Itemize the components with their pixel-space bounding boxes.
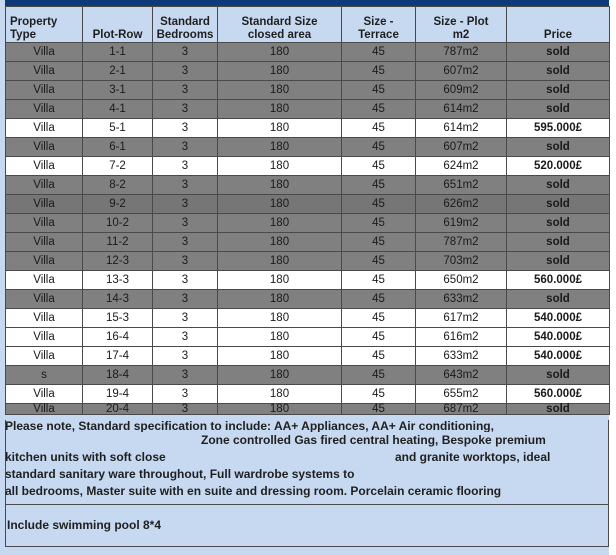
cell-price: sold <box>507 290 610 309</box>
table-row <box>6 62 610 81</box>
table-row <box>6 233 610 252</box>
cell-price: sold <box>507 176 610 195</box>
cell-closed-area: 180 <box>218 176 342 195</box>
cell-closed-area: 180 <box>218 43 342 62</box>
cell-closed-area: 180 <box>218 290 342 309</box>
cell-bedrooms: 3 <box>153 309 218 328</box>
cell-plot-row: 5-1 <box>83 119 153 138</box>
cell-plot-row: 10-2 <box>83 214 153 233</box>
cell-property-type: Villa <box>6 214 83 233</box>
cell-terrace: 45 <box>342 328 416 347</box>
cell-plot-size: 614m2 <box>416 119 507 138</box>
table-row <box>6 100 610 119</box>
cell-price: 520.000£ <box>507 157 610 176</box>
cell-closed-area: 180 <box>218 214 342 233</box>
cell-bedrooms: 3 <box>153 347 218 366</box>
cell-property-type: Villa <box>6 252 83 271</box>
col-header-plot-size <box>416 7 507 43</box>
cell-plot-size: 619m2 <box>416 214 507 233</box>
cell-property-type: Villa <box>6 43 83 62</box>
cell-plot-size: 614m2 <box>416 100 507 119</box>
cell-plot-row: 19-4 <box>83 385 153 404</box>
cell-terrace: 45 <box>342 62 416 81</box>
cell-property-type: Villa <box>6 385 83 404</box>
cell-bedrooms: 3 <box>153 366 218 385</box>
cell-plot-row: 16-4 <box>83 328 153 347</box>
cell-plot-size: 655m2 <box>416 385 507 404</box>
cell-closed-area: 180 <box>218 328 342 347</box>
cell-closed-area: 180 <box>218 81 342 100</box>
cell-terrace: 45 <box>342 138 416 157</box>
cell-bedrooms: 3 <box>153 195 218 214</box>
table-row <box>6 157 610 176</box>
cell-closed-area: 180 <box>218 62 342 81</box>
cell-bedrooms: 3 <box>153 176 218 195</box>
cell-bedrooms: 3 <box>153 404 218 415</box>
header-label: Price <box>543 29 573 41</box>
cell-price: sold <box>507 195 610 214</box>
table-row <box>6 271 610 290</box>
cell-property-type: s <box>6 366 83 385</box>
cell-price: sold <box>507 43 610 62</box>
cell-plot-size: 787m2 <box>416 233 507 252</box>
cell-price: sold <box>507 252 610 271</box>
cell-terrace: 45 <box>342 100 416 119</box>
col-header-property-type <box>6 7 83 43</box>
cell-plot-row: 14-3 <box>83 290 153 309</box>
cell-closed-area: 180 <box>218 138 342 157</box>
cell-plot-size: 607m2 <box>416 138 507 157</box>
cell-property-type: Villa <box>6 176 83 195</box>
cell-price: sold <box>507 62 610 81</box>
cell-bedrooms: 3 <box>153 157 218 176</box>
table-row <box>6 385 610 404</box>
cell-property-type: Villa <box>6 62 83 81</box>
cell-closed-area: 180 <box>218 157 342 176</box>
cell-property-type: Villa <box>6 271 83 290</box>
cell-price: 595.000£ <box>507 119 610 138</box>
cell-plot-row: 1-1 <box>83 43 153 62</box>
cell-property-type: Villa <box>6 290 83 309</box>
cell-bedrooms: 3 <box>153 119 218 138</box>
cell-bedrooms: 3 <box>153 290 218 309</box>
cell-plot-row: 17-4 <box>83 347 153 366</box>
cell-closed-area: 180 <box>218 366 342 385</box>
table-row <box>6 43 610 62</box>
cell-plot-row: 7-2 <box>83 157 153 176</box>
cell-closed-area: 180 <box>218 385 342 404</box>
cell-plot-size: 609m2 <box>416 81 507 100</box>
table-row <box>6 328 610 347</box>
cell-terrace: 45 <box>342 252 416 271</box>
cell-closed-area: 180 <box>218 100 342 119</box>
cell-price: sold <box>507 138 610 157</box>
cell-closed-area: 180 <box>218 271 342 290</box>
cell-terrace: 45 <box>342 119 416 138</box>
header-label: Size - Plot m2 <box>433 16 489 41</box>
cell-terrace: 45 <box>342 271 416 290</box>
col-header-price <box>507 7 610 43</box>
note-line: standard sanitary ware throughout, Full wardrobe systems to <box>5 467 355 481</box>
cell-plot-row: 2-1 <box>83 62 153 81</box>
cell-plot-row: 4-1 <box>83 100 153 119</box>
cell-price: sold <box>507 100 610 119</box>
cell-plot-row: 3-1 <box>83 81 153 100</box>
cell-plot-size: 626m2 <box>416 195 507 214</box>
cell-property-type: Villa <box>6 100 83 119</box>
note-line: Please note, Standard specification to include: AA+ Appliances, AA+ Air conditioning, <box>5 420 494 432</box>
cell-plot-row: 6-1 <box>83 138 153 157</box>
table-row <box>6 366 610 385</box>
cell-plot-row: 8-2 <box>83 176 153 195</box>
cell-closed-area: 180 <box>218 233 342 252</box>
cell-plot-row: 12-3 <box>83 252 153 271</box>
cell-bedrooms: 3 <box>153 100 218 119</box>
cell-terrace: 45 <box>342 43 416 62</box>
cell-terrace: 45 <box>342 366 416 385</box>
cell-closed-area: 180 <box>218 309 342 328</box>
header-label: Standard Bedrooms <box>156 16 214 41</box>
cell-price: 540.000£ <box>507 328 610 347</box>
cell-terrace: 45 <box>342 81 416 100</box>
notes-border-right <box>608 420 609 547</box>
cell-terrace: 45 <box>342 195 416 214</box>
cell-plot-row: 15-3 <box>83 309 153 328</box>
table-row <box>6 138 610 157</box>
cell-price: 540.000£ <box>507 309 610 328</box>
note-line-split <box>5 449 606 466</box>
col-header-plot-row <box>83 7 153 43</box>
note-line: all bedrooms, Master suite with en suite and dressing room. Porcelain ceramic flooring <box>5 484 502 498</box>
cell-price: sold <box>507 366 610 385</box>
note-line-left: kitchen units with soft close <box>5 450 166 464</box>
cell-bedrooms: 3 <box>153 62 218 81</box>
col-header-bedrooms <box>153 7 218 43</box>
cell-terrace: 45 <box>342 176 416 195</box>
notes-divider <box>5 504 609 505</box>
cell-property-type: Villa <box>6 195 83 214</box>
cell-closed-area: 180 <box>218 404 342 415</box>
cell-terrace: 45 <box>342 385 416 404</box>
table-row <box>6 347 610 366</box>
table-row <box>6 195 610 214</box>
cell-closed-area: 180 <box>218 347 342 366</box>
cell-property-type: Villa <box>6 138 83 157</box>
cell-property-type: Villa <box>6 119 83 138</box>
cell-price: sold <box>507 214 610 233</box>
cell-plot-size: 687m2 <box>416 404 507 415</box>
cell-terrace: 45 <box>342 309 416 328</box>
cell-terrace: 45 <box>342 404 416 415</box>
table-row <box>6 309 610 328</box>
cell-bedrooms: 3 <box>153 252 218 271</box>
header-label: Size - Terrace <box>358 16 399 41</box>
cell-price: sold <box>507 233 610 252</box>
cell-plot-size: 616m2 <box>416 328 507 347</box>
cell-bedrooms: 3 <box>153 271 218 290</box>
pool-note: Include swimming pool 8*4 <box>7 518 162 532</box>
cell-plot-size: 651m2 <box>416 176 507 195</box>
cell-price: 540.000£ <box>507 347 610 366</box>
table-row <box>6 252 610 271</box>
cell-plot-size: 643m2 <box>416 366 507 385</box>
note-line-right: and granite worktops, ideal <box>395 450 551 464</box>
table-header-row <box>6 7 610 43</box>
cell-price: sold <box>507 404 610 415</box>
cell-property-type: Villa <box>6 81 83 100</box>
cell-property-type: Villa <box>6 309 83 328</box>
table-row <box>6 176 610 195</box>
cell-plot-row: 9-2 <box>83 195 153 214</box>
cell-plot-row: 13-3 <box>83 271 153 290</box>
cell-bedrooms: 3 <box>153 385 218 404</box>
cell-closed-area: 180 <box>218 252 342 271</box>
header-label: Property Type <box>10 16 58 41</box>
cell-price: 560.000£ <box>507 271 610 290</box>
cell-plot-size: 633m2 <box>416 347 507 366</box>
cell-bedrooms: 3 <box>153 328 218 347</box>
property-price-table <box>5 6 610 415</box>
header-label: Plot-Row <box>92 29 143 41</box>
specification-notes <box>5 420 606 500</box>
notes-border-bottom <box>5 546 609 547</box>
cell-property-type: Villa <box>6 157 83 176</box>
header-label: Standard Size closed area <box>241 16 318 41</box>
cell-plot-size: 787m2 <box>416 43 507 62</box>
cell-terrace: 45 <box>342 214 416 233</box>
cell-property-type: Villa <box>6 233 83 252</box>
table-row <box>6 81 610 100</box>
table-row <box>6 119 610 138</box>
cell-bedrooms: 3 <box>153 81 218 100</box>
col-header-closed-area <box>218 7 342 43</box>
cell-property-type: Villa <box>6 404 83 415</box>
cell-closed-area: 180 <box>218 119 342 138</box>
cell-plot-size: 650m2 <box>416 271 507 290</box>
table-row <box>6 214 610 233</box>
note-line: Zone controlled Gas fired central heating, Bespoke premium <box>201 433 546 447</box>
cell-plot-row: 11-2 <box>83 233 153 252</box>
cell-terrace: 45 <box>342 233 416 252</box>
cell-plot-size: 703m2 <box>416 252 507 271</box>
cell-plot-size: 607m2 <box>416 62 507 81</box>
cell-plot-row: 18-4 <box>83 366 153 385</box>
cell-plot-size: 633m2 <box>416 290 507 309</box>
cell-terrace: 45 <box>342 157 416 176</box>
cell-bedrooms: 3 <box>153 43 218 62</box>
cell-plot-row: 20-4 <box>83 404 153 415</box>
cell-plot-size: 617m2 <box>416 309 507 328</box>
table-row <box>6 404 610 415</box>
cell-bedrooms: 3 <box>153 233 218 252</box>
cell-bedrooms: 3 <box>153 138 218 157</box>
col-header-terrace <box>342 7 416 43</box>
cell-property-type: Villa <box>6 328 83 347</box>
cell-price: sold <box>507 81 610 100</box>
cell-terrace: 45 <box>342 347 416 366</box>
cell-property-type: Villa <box>6 347 83 366</box>
cell-bedrooms: 3 <box>153 214 218 233</box>
cell-price: 560.000£ <box>507 385 610 404</box>
cell-closed-area: 180 <box>218 195 342 214</box>
cell-plot-size: 624m2 <box>416 157 507 176</box>
table-row <box>6 290 610 309</box>
cell-terrace: 45 <box>342 290 416 309</box>
